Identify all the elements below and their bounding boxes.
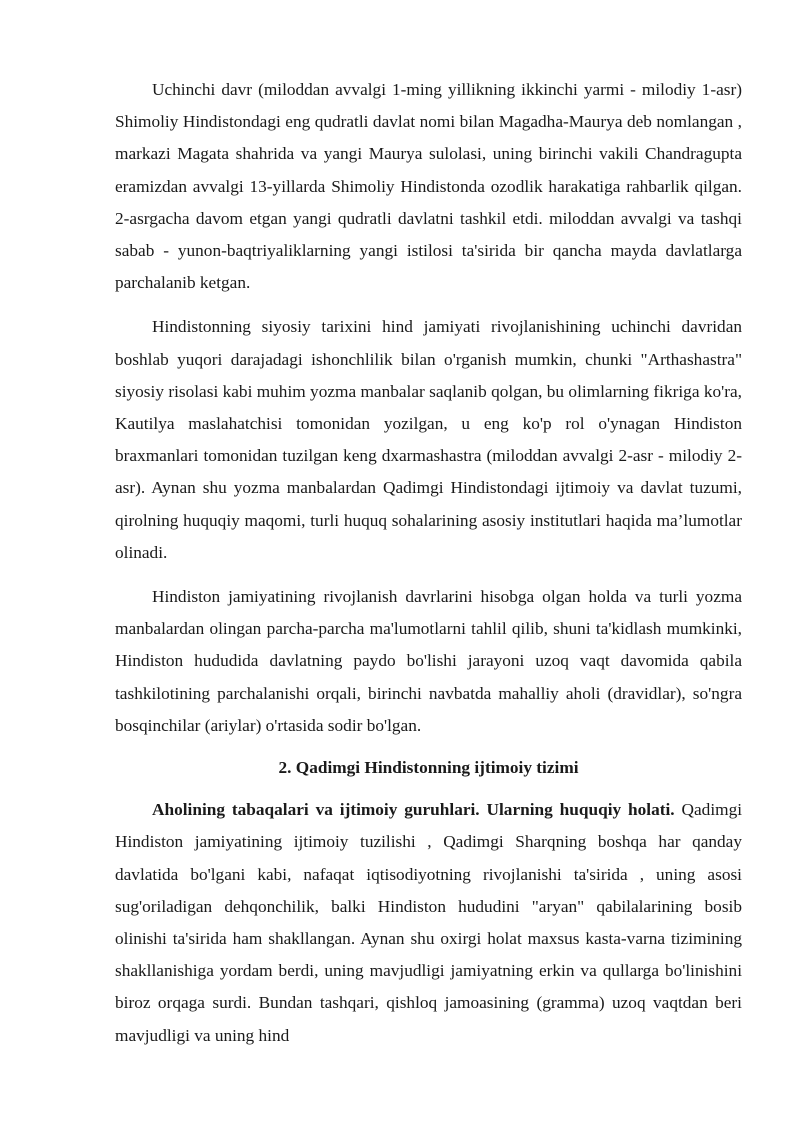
- paragraph: Hindistonning siyosiy tarixini hind jamiyati rivojlanishining uchinchi davridan boshlab yuqori darajadagi ishonchlilik bilan o'rganish mumkin, chunki "Arthashastra" siyosiy risolasi kabi muhim yozma manbalar saqlanib qolgan, bu olimlarning fikriga ko'ra, Kautilya maslahatchisi tomonidan yozilgan, u eng ko'p rol o'ynagan Hindiston braxmanlari tomonidan tuzilgan keng dxarmashastra (miloddan avvalgi 2-asr - milodiy 2-asr). Aynan shu yozma manbalardan Qadimgi Hindistondagi ijtimoiy va davlat tuzumi, qirolning huquqiy maqomi, turli huquq sohalarining asosiy institutlari haqida ma’lumotlar olinadi.: [115, 317, 742, 562]
- document-body: [115, 74, 742, 1052]
- paragraph-text: Qadimgi Hindiston jamiyatining ijtimoiy tuzilishi , Qadimgi Sharqning boshqa har qanday davlatida bo'lgani kabi, nafaqat iqtisodiyotning rivojlanishi ta'sirida , uning asosi sug'oriladigan dehqonchilik, balki Hindiston hududini "aryan" qabilalarining bosib olinishi ta'sirida ham shakllangan. Aynan shu oxirgi holat maxsus kasta-varna tizimining shakllanishiga yordam berdi, uning mavjudligi jamiyatning erkin va qullarga bo'linishini biroz orqaga surdi. Bundan tashqari, qishloq jamoasining (gramma) uzoq vaqtdan beri mavjudligi va uning hind: [115, 800, 743, 1045]
- section-heading: 2. Qadimgi Hindistonning ijtimoiy tizimi: [278, 758, 579, 778]
- paragraph: Hindiston jamiyatining rivojlanish davrlarini hisobga olgan holda va turli yozma manbalardan olingan parcha-parcha ma'lumotlarni tahlil qilib, shuni ta'kidlash mumkinki, Hindiston hududida davlatning paydo bo'lishi jarayoni uzoq vaqt davomida qabila tashkilotining parchalanishi orqali, birinchi navbatda mahalliy aholi (dravidlar), so'ngra bosqinchilar (ariylar) o'rtasida sodir bo'lgan.: [115, 587, 742, 735]
- paragraph-lead: Aholining tabaqalari va ijtimoiy guruhlari. Ularning huquqiy holati.: [152, 800, 675, 820]
- paragraph: Uchinchi davr (miloddan avvalgi 1-ming yillikning ikkinchi yarmi - milodiy 1-asr) Shimoliy Hindistondagi eng qudratli davlat nomi bilan Magadha-Maurya deb nomlangan , markazi Magata shahrida va yangi Maurya sulolasi, uning birinchi vakili Chandragupta eramizdan avvalgi 13-yillarda Shimoliy Hindistonda ozodlik harakatiga rahbarlik qilgan. 2-asrgacha davom etgan yangi qudratli davlatni tashkil etdi. miloddan avvalgi va tashqi sabab - yunon-baqtriyaliklarning yangi istilosi ta'sirida bir qancha mayda davlatlarga parchalanib ketgan.: [115, 80, 742, 293]
- paragraph: [115, 794, 742, 1052]
